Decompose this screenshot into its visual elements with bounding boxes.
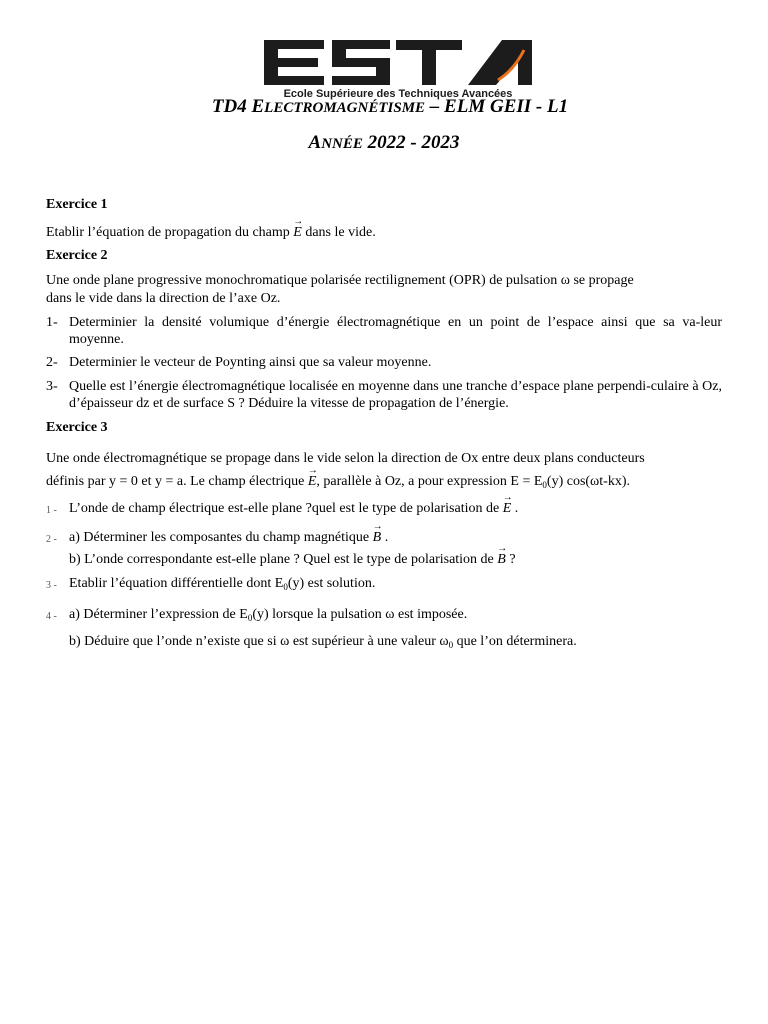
exercise-1-text: Etablir l’équation de propagation du champ → E dans le vide.	[46, 224, 722, 241]
exercise-3-question-2b: b) L’onde correspondante est-elle plane ? Quel est le type de polarisation de → B ?	[69, 551, 729, 568]
exercise-3-title: Exercice 3	[46, 420, 108, 435]
exercise-3-intro-line-2: définis par y = 0 et y = a. Le champ électrique → E, parallèle à Oz, a pour expression $E = E_0(y)$ cos(ωt-kx).	[46, 473, 722, 491]
exercise-3-question-4b: b) Déduire que l’onde n’existe que si ω est supérieur à une valeur $\omega_0$ que l’on déterminera.	[69, 634, 577, 650]
exercise-2-intro-line-2: dans le vide dans la direction de l’axe Oz.	[46, 291, 281, 306]
logo-caption: Ecole Supérieure des Techniques Avancées	[283, 88, 513, 100]
academic-year: ANNÉE 2022 - 2023	[308, 132, 460, 153]
question-marker: 2 -	[46, 534, 57, 545]
question-marker: 1 -	[46, 505, 57, 516]
exercise-2-title: Exercice 2	[46, 248, 108, 263]
document-title: TD4 ELECTROMAGNÉTISME – ELM GEII - L1	[211, 96, 569, 117]
question-marker: 4 -	[46, 611, 57, 622]
exercise-3-intro-line-1: Une onde électromagnétique se propage dans le vide selon la direction de Ox entre deux plans conducteurs	[46, 451, 645, 466]
school-logo	[262, 40, 534, 100]
question-marker: 3 -	[46, 580, 57, 591]
vector-e: → E	[293, 224, 302, 241]
exercise-1-title: Exercice 1	[46, 197, 108, 212]
exercise-2-intro-line-1: Une onde plane progressive monochromatique polarisée rectilignement (OPR) de pulsation ω se propage	[46, 273, 634, 288]
